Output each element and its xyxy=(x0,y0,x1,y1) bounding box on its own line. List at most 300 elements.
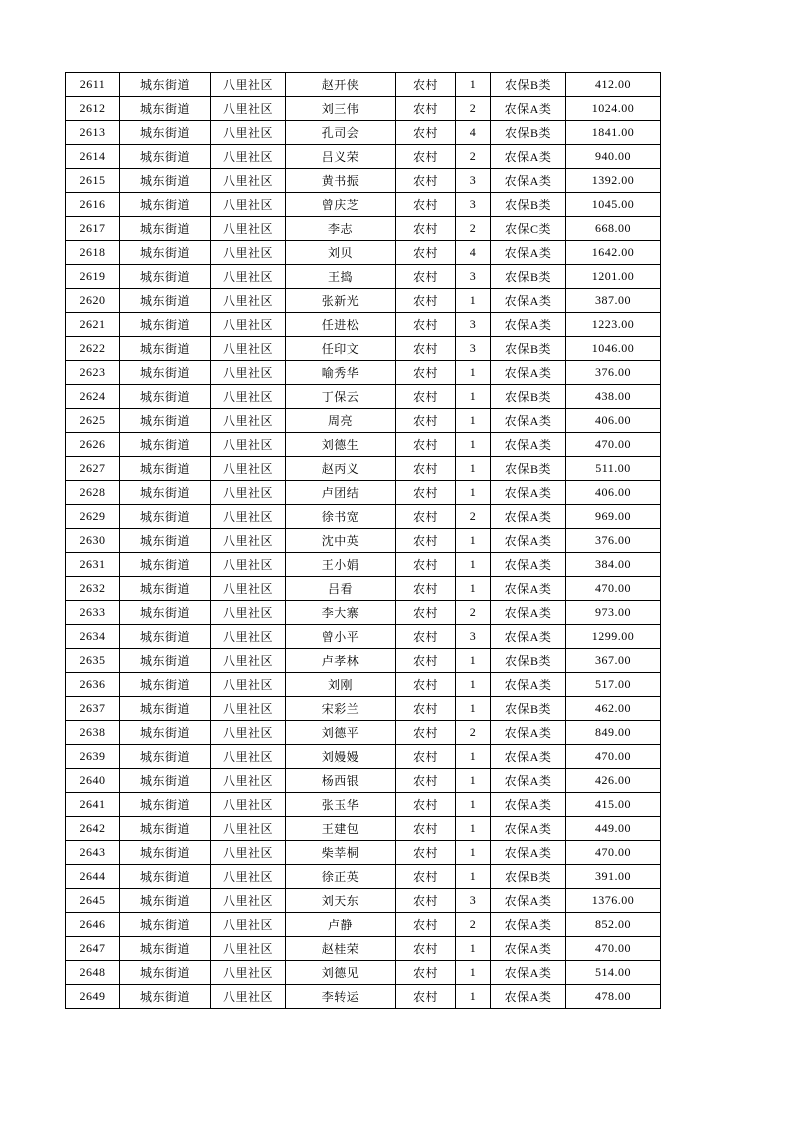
cell-category: 农保A类 xyxy=(491,817,566,841)
table-row xyxy=(66,217,661,241)
cell-amount: 478.00 xyxy=(566,985,661,1009)
table-row xyxy=(66,961,661,985)
cell-name: 刘贝 xyxy=(286,241,396,265)
cell-count: 1 xyxy=(456,793,491,817)
cell-amount: 462.00 xyxy=(566,697,661,721)
cell-id: 2634 xyxy=(66,625,120,649)
cell-street: 城东街道 xyxy=(120,961,211,985)
cell-id: 2622 xyxy=(66,337,120,361)
table-row xyxy=(66,121,661,145)
cell-amount: 1299.00 xyxy=(566,625,661,649)
cell-category: 农保A类 xyxy=(491,721,566,745)
cell-street: 城东街道 xyxy=(120,97,211,121)
cell-count: 1 xyxy=(456,769,491,793)
cell-community: 八里社区 xyxy=(211,145,286,169)
cell-street: 城东街道 xyxy=(120,457,211,481)
table-row xyxy=(66,169,661,193)
cell-street: 城东街道 xyxy=(120,673,211,697)
cell-id: 2626 xyxy=(66,433,120,457)
cell-street: 城东街道 xyxy=(120,361,211,385)
cell-community: 八里社区 xyxy=(211,913,286,937)
cell-type: 农村 xyxy=(396,457,456,481)
cell-type: 农村 xyxy=(396,961,456,985)
cell-name: 刘刚 xyxy=(286,673,396,697)
cell-type: 农村 xyxy=(396,409,456,433)
cell-type: 农村 xyxy=(396,553,456,577)
cell-amount: 415.00 xyxy=(566,793,661,817)
cell-type: 农村 xyxy=(396,73,456,97)
cell-category: 农保B类 xyxy=(491,697,566,721)
table-row xyxy=(66,817,661,841)
cell-category: 农保A类 xyxy=(491,505,566,529)
cell-count: 2 xyxy=(456,721,491,745)
cell-count: 1 xyxy=(456,361,491,385)
cell-amount: 376.00 xyxy=(566,361,661,385)
cell-community: 八里社区 xyxy=(211,673,286,697)
document-page xyxy=(65,72,661,1009)
cell-street: 城东街道 xyxy=(120,481,211,505)
cell-street: 城东街道 xyxy=(120,889,211,913)
cell-count: 1 xyxy=(456,529,491,553)
cell-id: 2633 xyxy=(66,601,120,625)
cell-community: 八里社区 xyxy=(211,937,286,961)
cell-type: 农村 xyxy=(396,121,456,145)
cell-street: 城东街道 xyxy=(120,265,211,289)
cell-id: 2637 xyxy=(66,697,120,721)
cell-street: 城东街道 xyxy=(120,601,211,625)
cell-id: 2623 xyxy=(66,361,120,385)
cell-type: 农村 xyxy=(396,745,456,769)
table-row xyxy=(66,937,661,961)
cell-id: 2640 xyxy=(66,769,120,793)
cell-street: 城东街道 xyxy=(120,145,211,169)
cell-amount: 969.00 xyxy=(566,505,661,529)
cell-amount: 470.00 xyxy=(566,937,661,961)
cell-id: 2647 xyxy=(66,937,120,961)
cell-count: 2 xyxy=(456,505,491,529)
cell-amount: 412.00 xyxy=(566,73,661,97)
cell-name: 任印文 xyxy=(286,337,396,361)
cell-count: 1 xyxy=(456,289,491,313)
cell-category: 农保A类 xyxy=(491,145,566,169)
cell-category: 农保A类 xyxy=(491,889,566,913)
cell-count: 1 xyxy=(456,937,491,961)
table-row xyxy=(66,649,661,673)
cell-count: 2 xyxy=(456,913,491,937)
cell-name: 曾庆芝 xyxy=(286,193,396,217)
cell-amount: 1024.00 xyxy=(566,97,661,121)
cell-street: 城东街道 xyxy=(120,817,211,841)
cell-id: 2639 xyxy=(66,745,120,769)
cell-name: 刘天东 xyxy=(286,889,396,913)
table-row xyxy=(66,385,661,409)
cell-id: 2612 xyxy=(66,97,120,121)
cell-category: 农保A类 xyxy=(491,289,566,313)
cell-street: 城东街道 xyxy=(120,745,211,769)
cell-amount: 470.00 xyxy=(566,433,661,457)
table-row xyxy=(66,241,661,265)
cell-street: 城东街道 xyxy=(120,529,211,553)
cell-count: 1 xyxy=(456,73,491,97)
cell-street: 城东街道 xyxy=(120,505,211,529)
cell-name: 刘嫚嫚 xyxy=(286,745,396,769)
cell-community: 八里社区 xyxy=(211,121,286,145)
cell-community: 八里社区 xyxy=(211,361,286,385)
cell-amount: 1045.00 xyxy=(566,193,661,217)
cell-category: 农保B类 xyxy=(491,193,566,217)
cell-id: 2629 xyxy=(66,505,120,529)
cell-type: 农村 xyxy=(396,865,456,889)
cell-category: 农保B类 xyxy=(491,385,566,409)
cell-name: 王建包 xyxy=(286,817,396,841)
table-row xyxy=(66,313,661,337)
cell-type: 农村 xyxy=(396,529,456,553)
cell-category: 农保A类 xyxy=(491,433,566,457)
cell-street: 城东街道 xyxy=(120,193,211,217)
cell-type: 农村 xyxy=(396,433,456,457)
table-row xyxy=(66,361,661,385)
table-row xyxy=(66,73,661,97)
cell-community: 八里社区 xyxy=(211,721,286,745)
table-row xyxy=(66,481,661,505)
cell-category: 农保A类 xyxy=(491,601,566,625)
cell-category: 农保A类 xyxy=(491,985,566,1009)
cell-name: 黄书振 xyxy=(286,169,396,193)
cell-community: 八里社区 xyxy=(211,481,286,505)
cell-count: 3 xyxy=(456,889,491,913)
cell-count: 2 xyxy=(456,601,491,625)
cell-street: 城东街道 xyxy=(120,73,211,97)
table-row xyxy=(66,553,661,577)
cell-community: 八里社区 xyxy=(211,433,286,457)
cell-type: 农村 xyxy=(396,649,456,673)
cell-type: 农村 xyxy=(396,697,456,721)
cell-type: 农村 xyxy=(396,193,456,217)
cell-street: 城东街道 xyxy=(120,721,211,745)
cell-street: 城东街道 xyxy=(120,625,211,649)
cell-type: 农村 xyxy=(396,841,456,865)
cell-type: 农村 xyxy=(396,793,456,817)
cell-name: 赵桂荣 xyxy=(286,937,396,961)
cell-name: 丁保云 xyxy=(286,385,396,409)
cell-type: 农村 xyxy=(396,337,456,361)
cell-amount: 668.00 xyxy=(566,217,661,241)
cell-community: 八里社区 xyxy=(211,889,286,913)
cell-name: 柴莘桐 xyxy=(286,841,396,865)
cell-street: 城东街道 xyxy=(120,409,211,433)
cell-street: 城东街道 xyxy=(120,985,211,1009)
cell-amount: 438.00 xyxy=(566,385,661,409)
cell-street: 城东街道 xyxy=(120,385,211,409)
cell-community: 八里社区 xyxy=(211,817,286,841)
cell-name: 吕看 xyxy=(286,577,396,601)
cell-type: 农村 xyxy=(396,361,456,385)
cell-street: 城东街道 xyxy=(120,697,211,721)
cell-type: 农村 xyxy=(396,481,456,505)
cell-street: 城东街道 xyxy=(120,121,211,145)
cell-type: 农村 xyxy=(396,265,456,289)
cell-category: 农保A类 xyxy=(491,97,566,121)
cell-name: 徐正英 xyxy=(286,865,396,889)
cell-community: 八里社区 xyxy=(211,745,286,769)
cell-type: 农村 xyxy=(396,385,456,409)
cell-amount: 406.00 xyxy=(566,481,661,505)
cell-name: 沈中英 xyxy=(286,529,396,553)
table-row xyxy=(66,457,661,481)
cell-type: 农村 xyxy=(396,169,456,193)
cell-name: 任进松 xyxy=(286,313,396,337)
cell-community: 八里社区 xyxy=(211,97,286,121)
cell-type: 农村 xyxy=(396,577,456,601)
cell-community: 八里社区 xyxy=(211,529,286,553)
cell-category: 农保A类 xyxy=(491,841,566,865)
cell-category: 农保A类 xyxy=(491,769,566,793)
records-table xyxy=(65,72,661,1009)
cell-street: 城东街道 xyxy=(120,313,211,337)
cell-id: 2643 xyxy=(66,841,120,865)
cell-id: 2636 xyxy=(66,673,120,697)
cell-category: 农保A类 xyxy=(491,409,566,433)
cell-type: 农村 xyxy=(396,601,456,625)
cell-id: 2645 xyxy=(66,889,120,913)
cell-amount: 1046.00 xyxy=(566,337,661,361)
cell-name: 刘三伟 xyxy=(286,97,396,121)
cell-community: 八里社区 xyxy=(211,625,286,649)
table-row xyxy=(66,673,661,697)
cell-name: 赵开侠 xyxy=(286,73,396,97)
cell-id: 2614 xyxy=(66,145,120,169)
cell-community: 八里社区 xyxy=(211,793,286,817)
table-row xyxy=(66,913,661,937)
cell-community: 八里社区 xyxy=(211,457,286,481)
cell-category: 农保B类 xyxy=(491,457,566,481)
cell-type: 农村 xyxy=(396,817,456,841)
cell-count: 1 xyxy=(456,961,491,985)
cell-community: 八里社区 xyxy=(211,217,286,241)
cell-community: 八里社区 xyxy=(211,265,286,289)
table-row xyxy=(66,769,661,793)
cell-amount: 470.00 xyxy=(566,841,661,865)
cell-amount: 387.00 xyxy=(566,289,661,313)
cell-category: 农保A类 xyxy=(491,169,566,193)
cell-type: 农村 xyxy=(396,217,456,241)
cell-category: 农保A类 xyxy=(491,481,566,505)
cell-amount: 852.00 xyxy=(566,913,661,937)
cell-street: 城东街道 xyxy=(120,169,211,193)
cell-count: 1 xyxy=(456,409,491,433)
cell-category: 农保A类 xyxy=(491,745,566,769)
cell-count: 1 xyxy=(456,817,491,841)
cell-count: 1 xyxy=(456,385,491,409)
cell-name: 赵丙义 xyxy=(286,457,396,481)
cell-community: 八里社区 xyxy=(211,961,286,985)
cell-amount: 517.00 xyxy=(566,673,661,697)
cell-id: 2646 xyxy=(66,913,120,937)
cell-street: 城东街道 xyxy=(120,289,211,313)
table-row xyxy=(66,505,661,529)
cell-id: 2621 xyxy=(66,313,120,337)
table-row xyxy=(66,601,661,625)
cell-id: 2619 xyxy=(66,265,120,289)
cell-count: 2 xyxy=(456,97,491,121)
cell-name: 吕义荣 xyxy=(286,145,396,169)
cell-community: 八里社区 xyxy=(211,601,286,625)
cell-community: 八里社区 xyxy=(211,385,286,409)
cell-count: 1 xyxy=(456,433,491,457)
cell-id: 2618 xyxy=(66,241,120,265)
cell-community: 八里社区 xyxy=(211,769,286,793)
cell-id: 2635 xyxy=(66,649,120,673)
cell-name: 曾小平 xyxy=(286,625,396,649)
cell-type: 农村 xyxy=(396,313,456,337)
cell-count: 1 xyxy=(456,673,491,697)
cell-community: 八里社区 xyxy=(211,241,286,265)
cell-type: 农村 xyxy=(396,97,456,121)
cell-category: 农保A类 xyxy=(491,553,566,577)
cell-category: 农保B类 xyxy=(491,73,566,97)
cell-category: 农保A类 xyxy=(491,913,566,937)
cell-category: 农保A类 xyxy=(491,241,566,265)
cell-category: 农保B类 xyxy=(491,337,566,361)
cell-community: 八里社区 xyxy=(211,865,286,889)
cell-category: 农保A类 xyxy=(491,793,566,817)
cell-type: 农村 xyxy=(396,625,456,649)
cell-community: 八里社区 xyxy=(211,505,286,529)
cell-type: 农村 xyxy=(396,985,456,1009)
cell-amount: 470.00 xyxy=(566,745,661,769)
cell-name: 刘德见 xyxy=(286,961,396,985)
cell-name: 宋彩兰 xyxy=(286,697,396,721)
cell-category: 农保B类 xyxy=(491,649,566,673)
table-body xyxy=(66,73,661,1009)
cell-street: 城东街道 xyxy=(120,769,211,793)
cell-amount: 367.00 xyxy=(566,649,661,673)
table-row xyxy=(66,985,661,1009)
cell-id: 2624 xyxy=(66,385,120,409)
cell-count: 4 xyxy=(456,241,491,265)
cell-category: 农保B类 xyxy=(491,265,566,289)
cell-amount: 384.00 xyxy=(566,553,661,577)
cell-category: 农保C类 xyxy=(491,217,566,241)
cell-count: 1 xyxy=(456,553,491,577)
cell-category: 农保A类 xyxy=(491,313,566,337)
cell-type: 农村 xyxy=(396,937,456,961)
table-row xyxy=(66,793,661,817)
table-row xyxy=(66,841,661,865)
table-row xyxy=(66,721,661,745)
cell-count: 3 xyxy=(456,313,491,337)
cell-community: 八里社区 xyxy=(211,841,286,865)
table-row xyxy=(66,745,661,769)
cell-category: 农保A类 xyxy=(491,961,566,985)
cell-amount: 511.00 xyxy=(566,457,661,481)
cell-name: 刘德平 xyxy=(286,721,396,745)
cell-type: 农村 xyxy=(396,505,456,529)
cell-amount: 406.00 xyxy=(566,409,661,433)
cell-type: 农村 xyxy=(396,241,456,265)
cell-id: 2641 xyxy=(66,793,120,817)
cell-amount: 1223.00 xyxy=(566,313,661,337)
cell-street: 城东街道 xyxy=(120,913,211,937)
cell-count: 1 xyxy=(456,697,491,721)
cell-name: 周亮 xyxy=(286,409,396,433)
cell-street: 城东街道 xyxy=(120,241,211,265)
cell-street: 城东街道 xyxy=(120,577,211,601)
table-row xyxy=(66,193,661,217)
cell-amount: 1642.00 xyxy=(566,241,661,265)
cell-name: 卢团结 xyxy=(286,481,396,505)
cell-count: 4 xyxy=(456,121,491,145)
cell-count: 2 xyxy=(456,145,491,169)
table-row xyxy=(66,625,661,649)
cell-id: 2611 xyxy=(66,73,120,97)
cell-type: 农村 xyxy=(396,289,456,313)
cell-amount: 1201.00 xyxy=(566,265,661,289)
cell-category: 农保A类 xyxy=(491,577,566,601)
cell-category: 农保A类 xyxy=(491,529,566,553)
cell-count: 3 xyxy=(456,193,491,217)
cell-category: 农保A类 xyxy=(491,625,566,649)
cell-community: 八里社区 xyxy=(211,193,286,217)
cell-name: 孔司会 xyxy=(286,121,396,145)
table-row xyxy=(66,265,661,289)
cell-name: 李大寨 xyxy=(286,601,396,625)
cell-amount: 1376.00 xyxy=(566,889,661,913)
cell-amount: 376.00 xyxy=(566,529,661,553)
table-row xyxy=(66,865,661,889)
cell-name: 卢静 xyxy=(286,913,396,937)
table-row xyxy=(66,409,661,433)
cell-community: 八里社区 xyxy=(211,577,286,601)
cell-community: 八里社区 xyxy=(211,649,286,673)
cell-amount: 1392.00 xyxy=(566,169,661,193)
table-row xyxy=(66,337,661,361)
cell-id: 2616 xyxy=(66,193,120,217)
table-row xyxy=(66,433,661,457)
cell-amount: 449.00 xyxy=(566,817,661,841)
cell-type: 农村 xyxy=(396,889,456,913)
cell-id: 2615 xyxy=(66,169,120,193)
cell-id: 2620 xyxy=(66,289,120,313)
cell-amount: 514.00 xyxy=(566,961,661,985)
cell-amount: 973.00 xyxy=(566,601,661,625)
cell-amount: 470.00 xyxy=(566,577,661,601)
cell-count: 1 xyxy=(456,457,491,481)
cell-id: 2613 xyxy=(66,121,120,145)
cell-category: 农保B类 xyxy=(491,865,566,889)
cell-amount: 849.00 xyxy=(566,721,661,745)
cell-count: 3 xyxy=(456,169,491,193)
cell-count: 2 xyxy=(456,217,491,241)
cell-name: 王小娟 xyxy=(286,553,396,577)
cell-count: 1 xyxy=(456,577,491,601)
cell-street: 城东街道 xyxy=(120,217,211,241)
cell-community: 八里社区 xyxy=(211,409,286,433)
table-row xyxy=(66,577,661,601)
cell-street: 城东街道 xyxy=(120,841,211,865)
cell-community: 八里社区 xyxy=(211,337,286,361)
cell-name: 喻秀华 xyxy=(286,361,396,385)
cell-name: 王捣 xyxy=(286,265,396,289)
cell-count: 3 xyxy=(456,265,491,289)
cell-category: 农保A类 xyxy=(491,673,566,697)
cell-community: 八里社区 xyxy=(211,553,286,577)
cell-type: 农村 xyxy=(396,913,456,937)
cell-id: 2617 xyxy=(66,217,120,241)
cell-id: 2648 xyxy=(66,961,120,985)
cell-street: 城东街道 xyxy=(120,649,211,673)
cell-count: 3 xyxy=(456,625,491,649)
